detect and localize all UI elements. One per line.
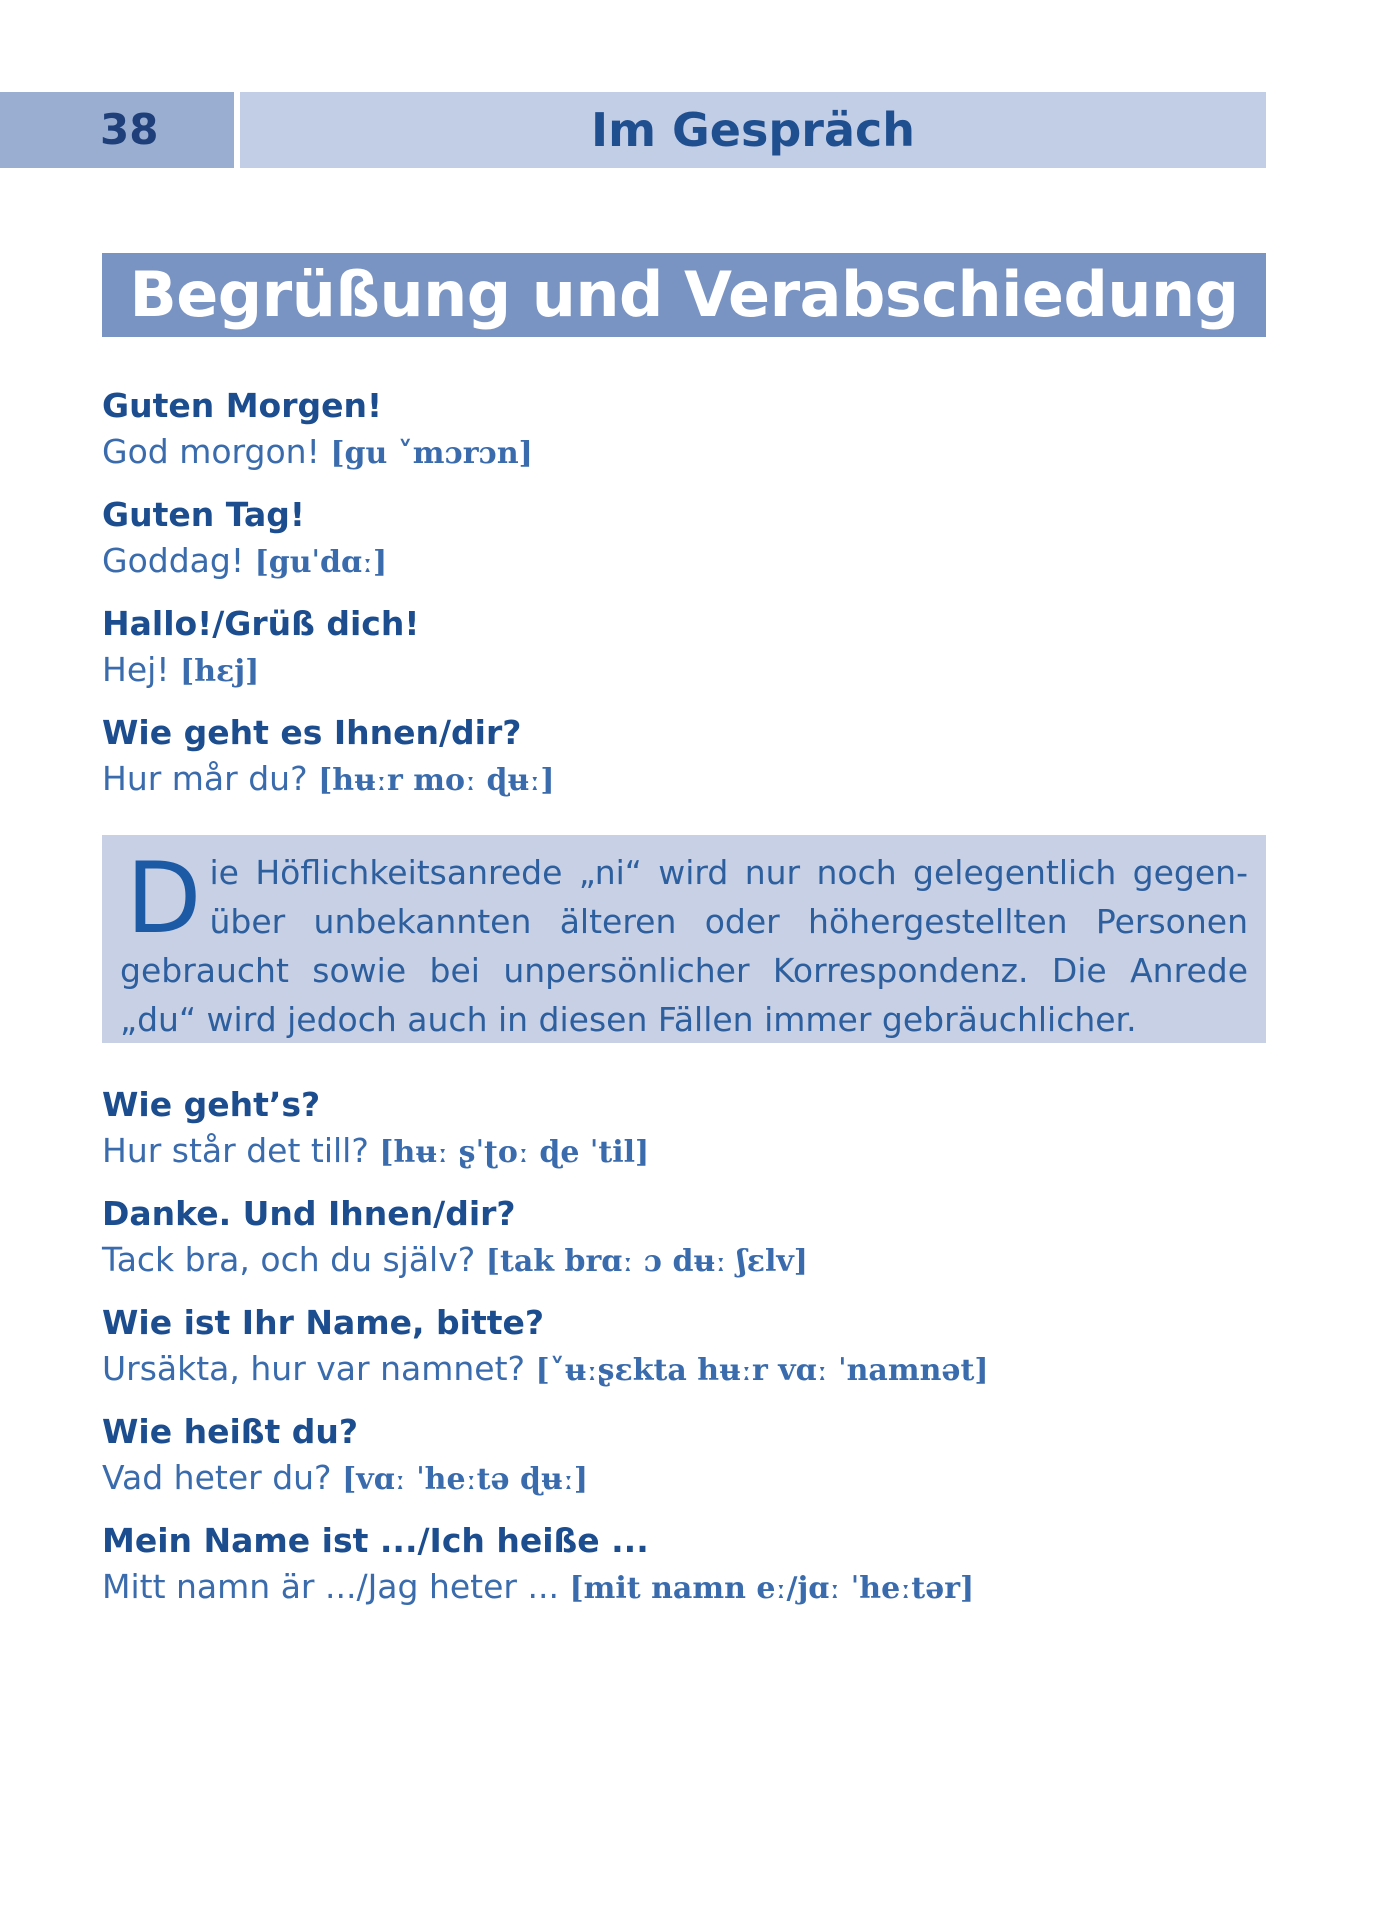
pronunciation: [hʉː ʂˈʈoː ɖe ˈtil] (379, 1135, 650, 1170)
swedish-phrase (102, 538, 1266, 586)
phrase-item (102, 1300, 1266, 1409)
german-phrase: Danke. Und Ihnen/dir? (102, 1194, 516, 1233)
phrase-list-bottom (102, 1082, 1266, 1627)
swedish-text: Mitt namn är .../Jag heter ... (102, 1567, 559, 1606)
info-note-box (102, 835, 1266, 1043)
phrase-item (102, 1082, 1266, 1191)
swedish-phrase (102, 647, 1266, 695)
german-phrase: Mein Name ist .../Ich heiße ... (102, 1521, 649, 1560)
swedish-text: Hej! (102, 650, 170, 689)
swedish-phrase (102, 756, 1266, 804)
swedish-text: Goddag! (102, 541, 245, 580)
swedish-text: God morgon! (102, 432, 320, 471)
pronunciation: [˅ʉːʂɛkta hʉːr vɑː ˈnamnət] (535, 1353, 989, 1388)
phrase-item (102, 1191, 1266, 1300)
german-phrase: Hallo!/Grüß dich! (102, 604, 420, 643)
german-phrase: Wie geht’s? (102, 1085, 321, 1124)
pronunciation: [hɛj] (180, 654, 260, 689)
swedish-phrase (102, 1346, 1266, 1394)
note-text: ie Höflichkeitsanrede „ni“ wird nur noch gelegentlich gegenüber unbekannten älteren oder höhergestellten Personen gebraucht sowie bei unpersönlicher Korrespondenz. Die Anrede „du“ wird jedoch auch in diesen Fällen immer gebräuchlicher. (120, 853, 1248, 1039)
phrase-item (102, 710, 1266, 819)
german-phrase: Wie geht es Ihnen/dir? (102, 713, 522, 752)
phrase-item (102, 383, 1266, 492)
page-number: 38 (0, 92, 234, 168)
phrase-item (102, 1409, 1266, 1518)
phrase-item (102, 601, 1266, 710)
swedish-text: Ursäkta, hur var namnet? (102, 1349, 526, 1388)
drop-cap: D (126, 842, 202, 956)
phrase-item (102, 492, 1266, 601)
swedish-phrase (102, 1128, 1266, 1176)
phrase-item (102, 1518, 1266, 1627)
pronunciation: [mit namn eː/jɑː ˈheːtər] (569, 1571, 975, 1606)
swedish-text: Hur mår du? (102, 759, 308, 798)
swedish-text: Vad heter du? (102, 1458, 332, 1497)
phrase-list-top (102, 383, 1266, 819)
pronunciation: [gu ˅mɔrɔn] (330, 436, 533, 471)
swedish-phrase (102, 1564, 1266, 1612)
german-phrase: Guten Morgen! (102, 386, 383, 425)
swedish-phrase (102, 429, 1266, 477)
swedish-text: Hur står det till? (102, 1131, 369, 1170)
pronunciation: [tak brɑː ɔ dʉː ʃɛlv] (485, 1244, 808, 1279)
section-title: Begrüßung und Verabschiedung (102, 253, 1266, 337)
swedish-phrase (102, 1455, 1266, 1503)
swedish-phrase (102, 1237, 1266, 1285)
german-phrase: Wie heißt du? (102, 1412, 359, 1451)
pronunciation: [vɑː ˈheːtə ɖʉː] (342, 1462, 589, 1497)
german-phrase: Guten Tag! (102, 495, 305, 534)
chapter-title: Im Gespräch (240, 92, 1266, 168)
german-phrase: Wie ist Ihr Name, bitte? (102, 1303, 545, 1342)
pronunciation: [hʉːr moː ɖʉː] (318, 763, 555, 798)
pronunciation: [guˈdɑː] (254, 545, 388, 580)
swedish-text: Tack bra, och du själv? (102, 1240, 476, 1279)
